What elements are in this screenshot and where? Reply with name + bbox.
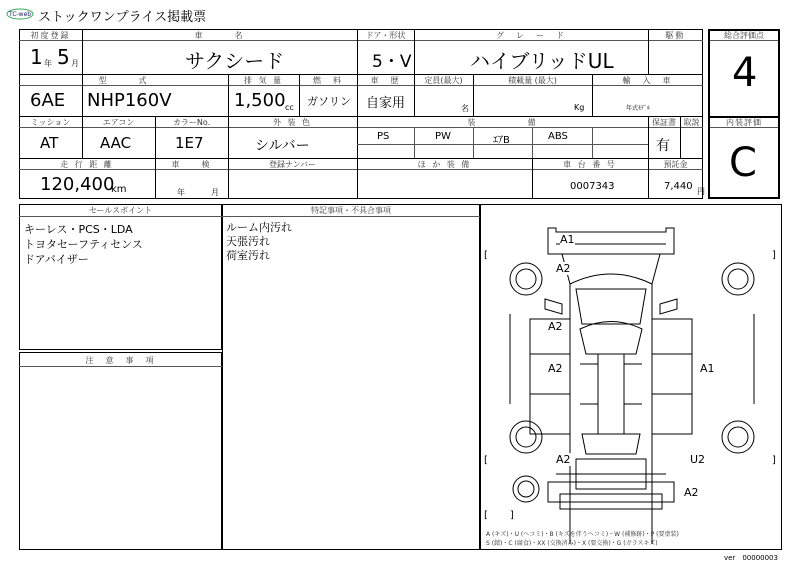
drive-label: 駆動	[665, 31, 686, 40]
grade-label: グ レ ー ド	[496, 31, 566, 40]
first-reg-label: 初度登録	[30, 31, 71, 40]
version-label: ver 00000003	[724, 554, 778, 562]
equip-pw: PW	[435, 131, 451, 142]
first-reg-day: 5	[57, 45, 70, 69]
bracket: [	[484, 455, 488, 466]
color-no-value: 1E7	[175, 134, 204, 152]
exterior-label: 外 装 色	[272, 118, 313, 127]
bracket: ]	[772, 250, 776, 261]
capacity-label: 定員(最大)	[424, 76, 463, 85]
mission-label: ミッション	[30, 118, 71, 127]
note-item: ルーム内汚れ	[226, 221, 292, 234]
note-item: 天張汚れ	[226, 235, 270, 248]
engine-code: 6AE	[30, 90, 66, 111]
damage-mark: A2	[548, 362, 563, 375]
warranty-label: 保証書	[652, 118, 676, 127]
damage-mark: A2	[684, 486, 699, 499]
sales-points-list	[24, 222, 143, 267]
logo-icon	[6, 7, 34, 21]
legend-line-2: S (錆)・C (腐食)・XX (交換済み)・X (要交換)・G (ガラスキズ)	[486, 540, 658, 547]
other-equip-label: ほ か 装 備	[417, 160, 472, 169]
fuel-value: ガソリン	[307, 95, 351, 108]
bracket: [	[484, 510, 488, 521]
fuel-label: 燃 料	[313, 76, 343, 85]
car-name-label: 車 名	[194, 31, 245, 40]
legend-line-1: A (キズ)・U (ヘコミ)・B (キズを伴うヘコミ)・W (補修跡)・P (要塗装)	[486, 531, 679, 538]
sales-points-label: セールスポイント	[88, 206, 153, 215]
chassis-label: 車 台 番 号	[563, 160, 617, 169]
door-label: ドア・形状	[365, 31, 406, 40]
manual-label: 取説	[683, 118, 700, 127]
equip-ps: PS	[377, 131, 390, 142]
displacement-value: 1,500	[234, 90, 286, 111]
bracket: [	[484, 250, 488, 261]
sales-point-item: ドアバイザー	[24, 253, 89, 266]
interior-score-label: 内装評価	[726, 118, 762, 127]
inspection-label: 車 検	[171, 160, 212, 169]
car-diagram	[480, 204, 782, 550]
page-title: ストックワンプライス掲載票	[38, 10, 207, 25]
caution-box	[19, 352, 222, 550]
overall-score: 4	[732, 50, 758, 96]
import-label: 輸 入 車	[622, 76, 673, 85]
note-item: 荷室汚れ	[226, 249, 270, 262]
damage-mark: A1	[560, 233, 575, 246]
grade-value: ハイブリッドUL	[470, 49, 614, 73]
first-reg-month: 1	[30, 45, 43, 69]
chassis-value: 0007343	[570, 181, 615, 192]
import-value: 年式ﾓﾃﾞﾙ	[626, 105, 651, 112]
exterior-value: シルバー	[255, 138, 310, 154]
mileage-unit: km	[111, 184, 127, 195]
logo	[6, 6, 34, 20]
load-unit: Kg	[574, 103, 585, 112]
notes-label: 特記事項・不具合事項	[311, 206, 391, 215]
damage-mark: A2	[548, 320, 563, 333]
model-label: 型 式	[98, 76, 149, 85]
load-label: 積載量 (最大)	[508, 76, 557, 85]
caution-label: 注 意 事 項	[85, 356, 156, 365]
inspection-year-unit: 年	[177, 188, 185, 197]
mission-value: AT	[40, 134, 59, 152]
history-value: 自家用	[366, 96, 406, 111]
sales-point-item: トヨタセーフティセンス	[24, 238, 143, 251]
car-name: サクシード	[185, 49, 285, 73]
ac-label: エアコン	[102, 118, 135, 127]
displacement-label: 排 気 量	[243, 76, 284, 85]
equip-airbag: ｴｱB	[493, 135, 510, 146]
ac-value: AAC	[100, 134, 132, 152]
model-code: NHP160V	[87, 90, 172, 111]
first-reg-day-unit: 月	[71, 59, 79, 68]
mileage-value: 120,400	[40, 174, 115, 195]
bracket: ]	[772, 455, 776, 466]
deposit-unit: 円	[697, 187, 705, 196]
warranty-value: 有	[656, 138, 670, 154]
damage-mark: U2	[690, 453, 706, 466]
notes-list	[226, 221, 292, 263]
history-label: 車 歴	[370, 76, 401, 85]
color-no-label: カラーNo.	[172, 118, 211, 127]
first-reg-month-unit: 年	[44, 59, 52, 68]
equip-abs: ABS	[548, 131, 568, 142]
plate-label: 登録ナンバー	[268, 160, 317, 169]
displacement-unit: cc	[285, 103, 294, 112]
damage-mark: A1	[700, 362, 715, 375]
bracket: ]	[510, 510, 514, 521]
mileage-label: 走 行 距 離	[60, 160, 114, 169]
sales-point-item: キーレス・PCS・LDA	[24, 223, 133, 236]
capacity-unit: 名	[461, 104, 469, 113]
equipment-label: 装 備	[467, 118, 538, 127]
damage-mark: A2	[556, 262, 571, 275]
deposit-label: 預託金	[663, 160, 688, 169]
logo-text: TC-web	[9, 11, 32, 18]
inspection-month-unit: 月	[211, 188, 219, 197]
interior-score: C	[729, 140, 757, 186]
door-value: 5・V	[372, 52, 412, 72]
overall-score-label: 総合評価点	[724, 31, 764, 40]
deposit-value: 7,440	[664, 181, 693, 192]
damage-mark: A2	[556, 453, 571, 466]
